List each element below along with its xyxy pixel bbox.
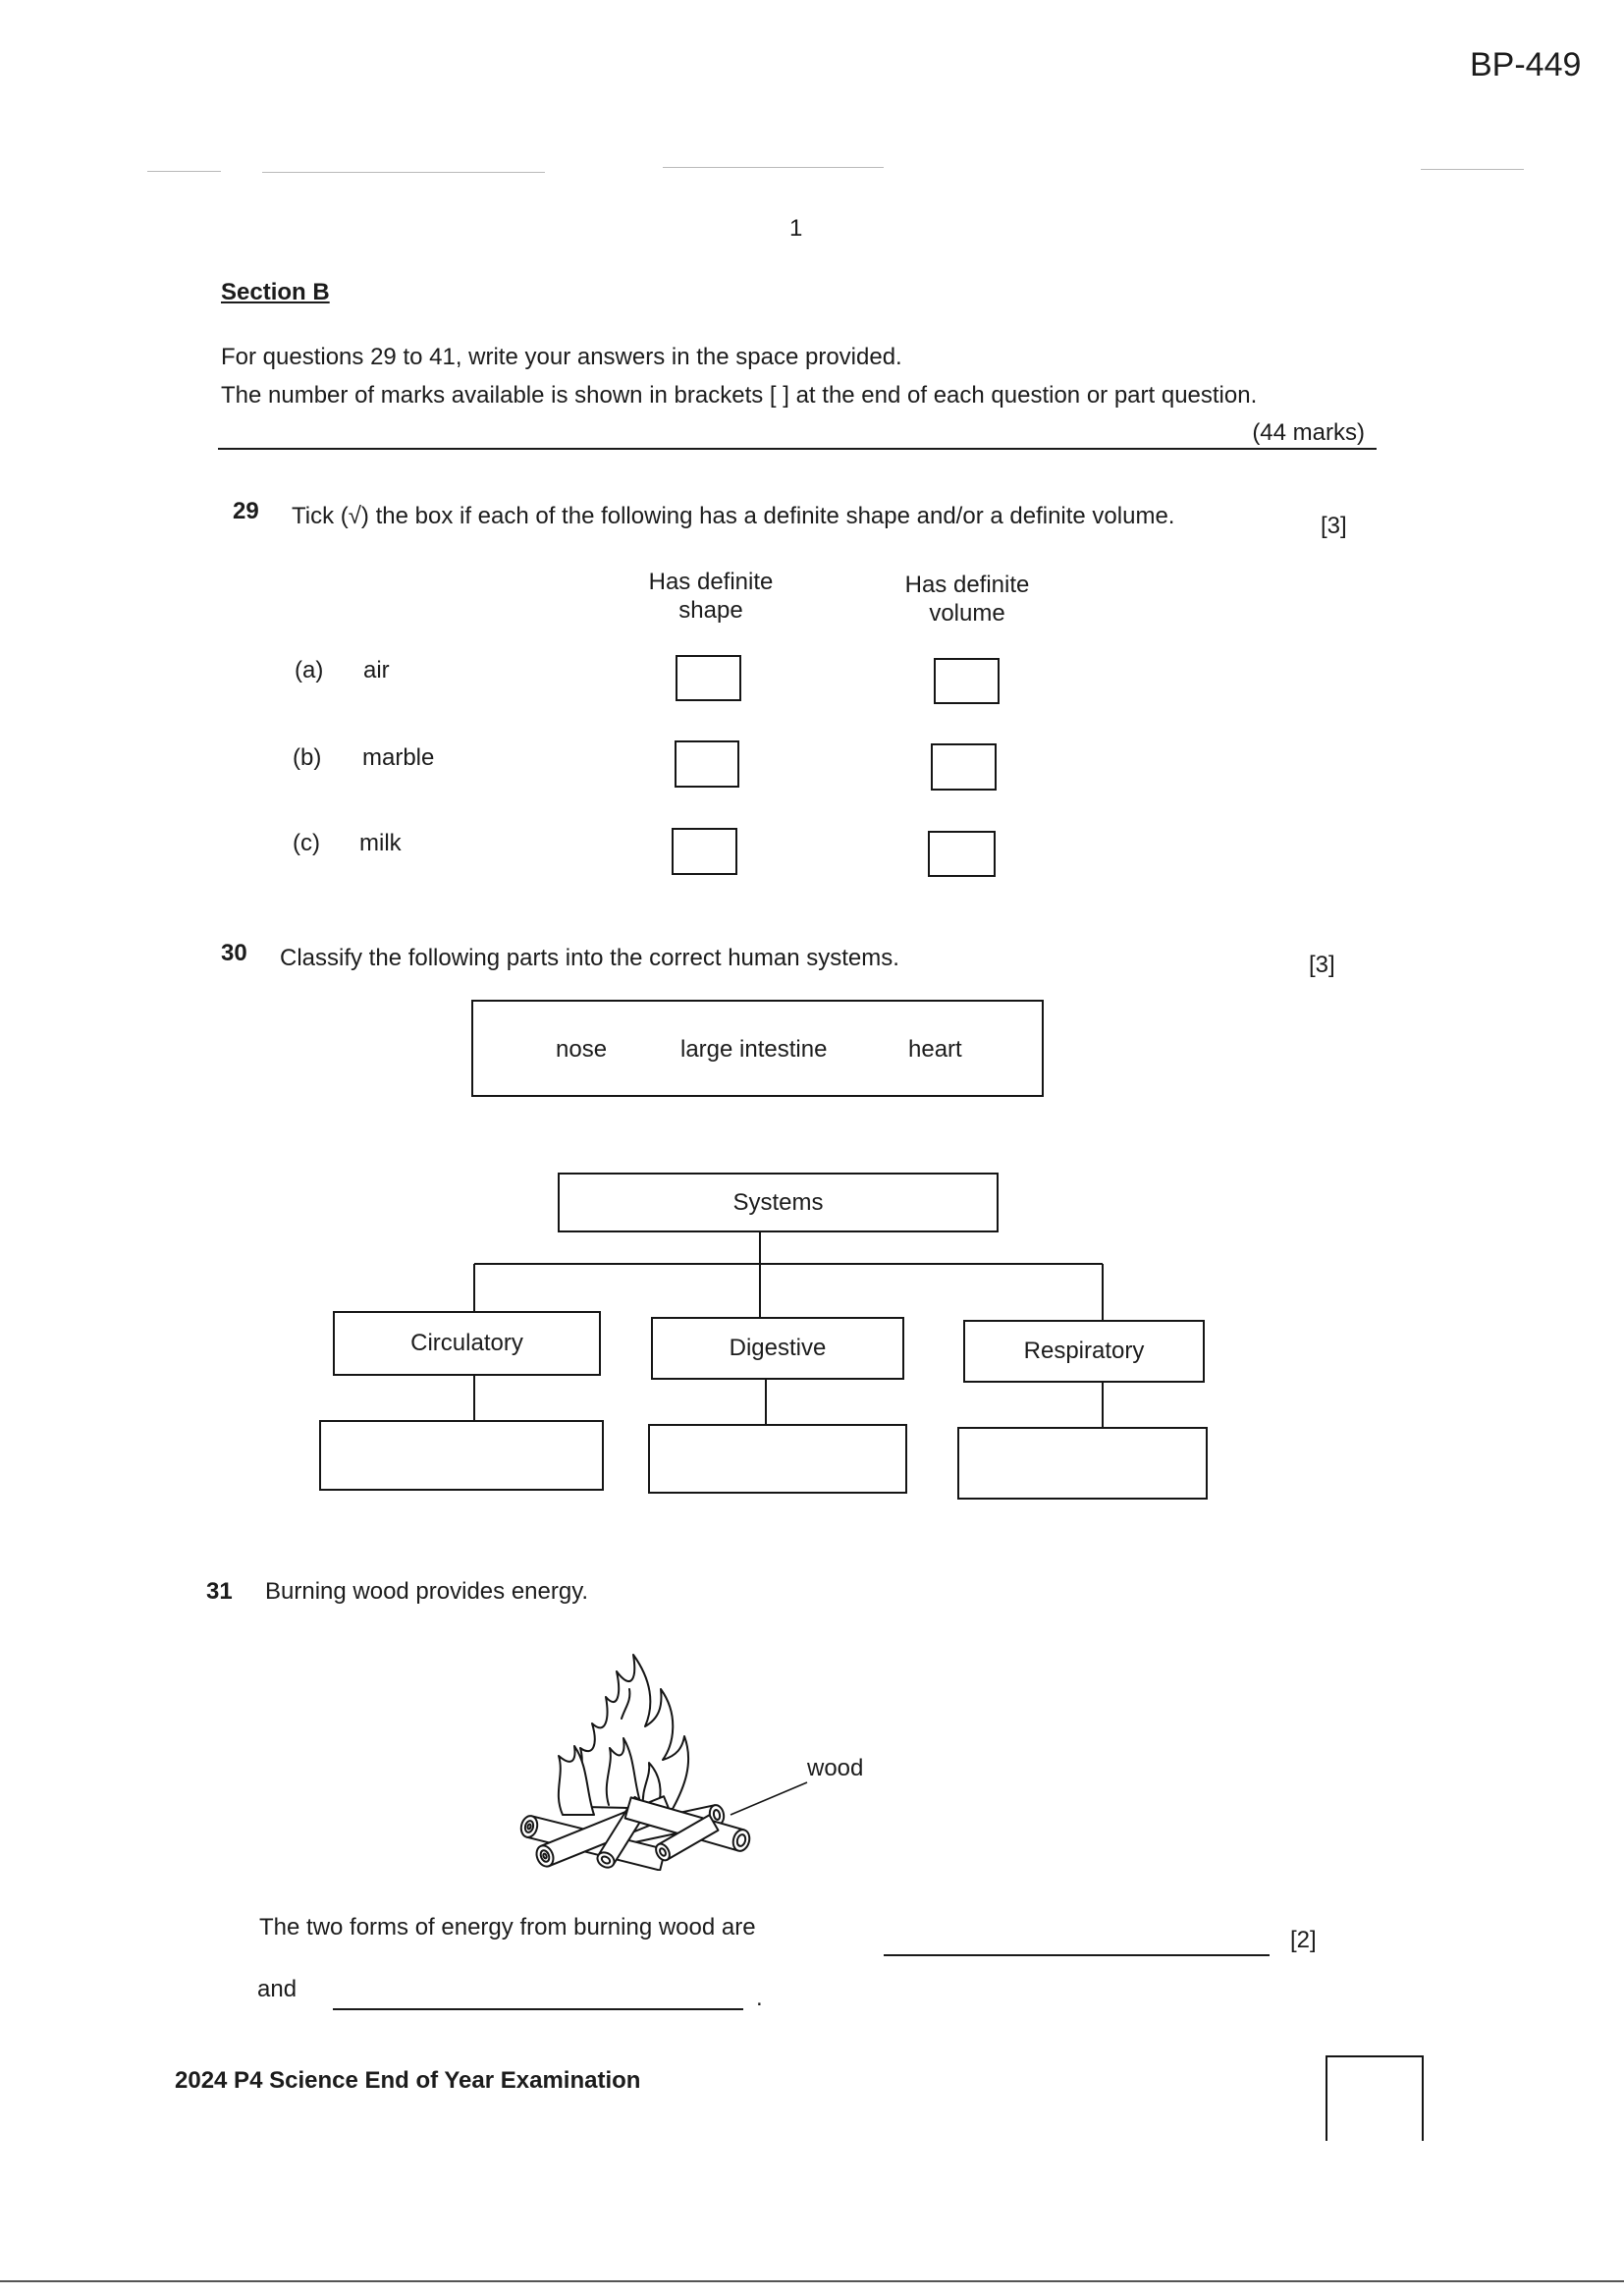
question-marks: [3] — [1309, 952, 1335, 978]
answer-prompt: The two forms of energy from burning wood are — [259, 1914, 756, 1941]
question-marks: [3] — [1321, 513, 1347, 539]
system-box-circulatory — [333, 1311, 601, 1376]
answer-join-word: and — [257, 1976, 298, 2002]
answer-box-circulatory — [319, 1420, 604, 1491]
question-number: 29 — [233, 498, 259, 524]
row-item: marble — [362, 744, 435, 771]
column-header-volume: Has definite volume — [904, 572, 1030, 627]
section-divider — [218, 448, 1377, 450]
instruction-line: For questions 29 to 41, write your answers in the space provided. — [221, 344, 902, 370]
paper-code: BP-449 — [1470, 46, 1582, 83]
system-box-digestive — [651, 1317, 904, 1380]
question-number: 30 — [221, 940, 247, 966]
scan-artifact-line — [1421, 169, 1524, 170]
system-label: Circulatory — [410, 1330, 523, 1356]
answer-line — [333, 2008, 743, 2010]
system-label: Digestive — [729, 1335, 827, 1361]
campfire-illustration — [515, 1650, 751, 1871]
part-word: large intestine — [680, 1036, 828, 1063]
scan-bottom-edge — [0, 2280, 1624, 2282]
answer-box-respiratory — [957, 1427, 1208, 1500]
row-item: air — [363, 657, 390, 683]
scan-artifact-line — [663, 167, 884, 168]
marks-box — [1326, 2055, 1424, 2141]
question-prompt: Classify the following parts into the correct human systems. — [280, 945, 899, 971]
part-word: nose — [556, 1036, 608, 1063]
row-label: (b) — [293, 744, 322, 771]
tick-box-volume-c — [928, 831, 996, 877]
question-number: 31 — [206, 1578, 233, 1605]
instruction-line: The number of marks available is shown in brackets [ ] at the end of each question or part question. — [221, 382, 1258, 409]
row-label: (c) — [293, 830, 320, 856]
question-prompt: Tick (√) the box if each of the following has a definite shape and/or a definite volume. — [292, 503, 1175, 529]
systems-root-label: Systems — [732, 1188, 824, 1216]
parts-word-box — [471, 1000, 1044, 1097]
column-header-shape: Has definite shape — [648, 569, 774, 624]
section-title: Section B — [221, 279, 330, 305]
systems-root-box — [558, 1173, 999, 1232]
row-item: milk — [359, 830, 402, 856]
exam-title: 2024 P4 Science End of Year Examination — [175, 2067, 641, 2094]
total-marks: (44 marks) — [1252, 419, 1365, 446]
system-label: Respiratory — [1023, 1338, 1145, 1364]
flame — [580, 1655, 688, 1809]
tick-box-shape-b — [675, 740, 739, 788]
question-marks: [2] — [1290, 1927, 1317, 1953]
page-number: 1 — [789, 215, 803, 242]
scan-artifact-line — [262, 172, 545, 173]
row-label: (a) — [295, 657, 324, 683]
part-word: heart — [908, 1036, 962, 1063]
system-box-respiratory — [963, 1320, 1205, 1383]
answer-box-digestive — [648, 1424, 907, 1494]
scan-artifact-line — [147, 171, 221, 172]
diagram-label-wood: wood — [807, 1755, 864, 1781]
answer-end-punctuation: . — [756, 1985, 763, 2011]
answer-line — [884, 1954, 1270, 1956]
tick-box-volume-b — [931, 743, 997, 791]
tick-box-volume-a — [934, 658, 1000, 704]
tick-box-shape-c — [672, 828, 737, 875]
tick-box-shape-a — [676, 655, 741, 701]
question-prompt: Burning wood provides energy. — [265, 1578, 589, 1605]
